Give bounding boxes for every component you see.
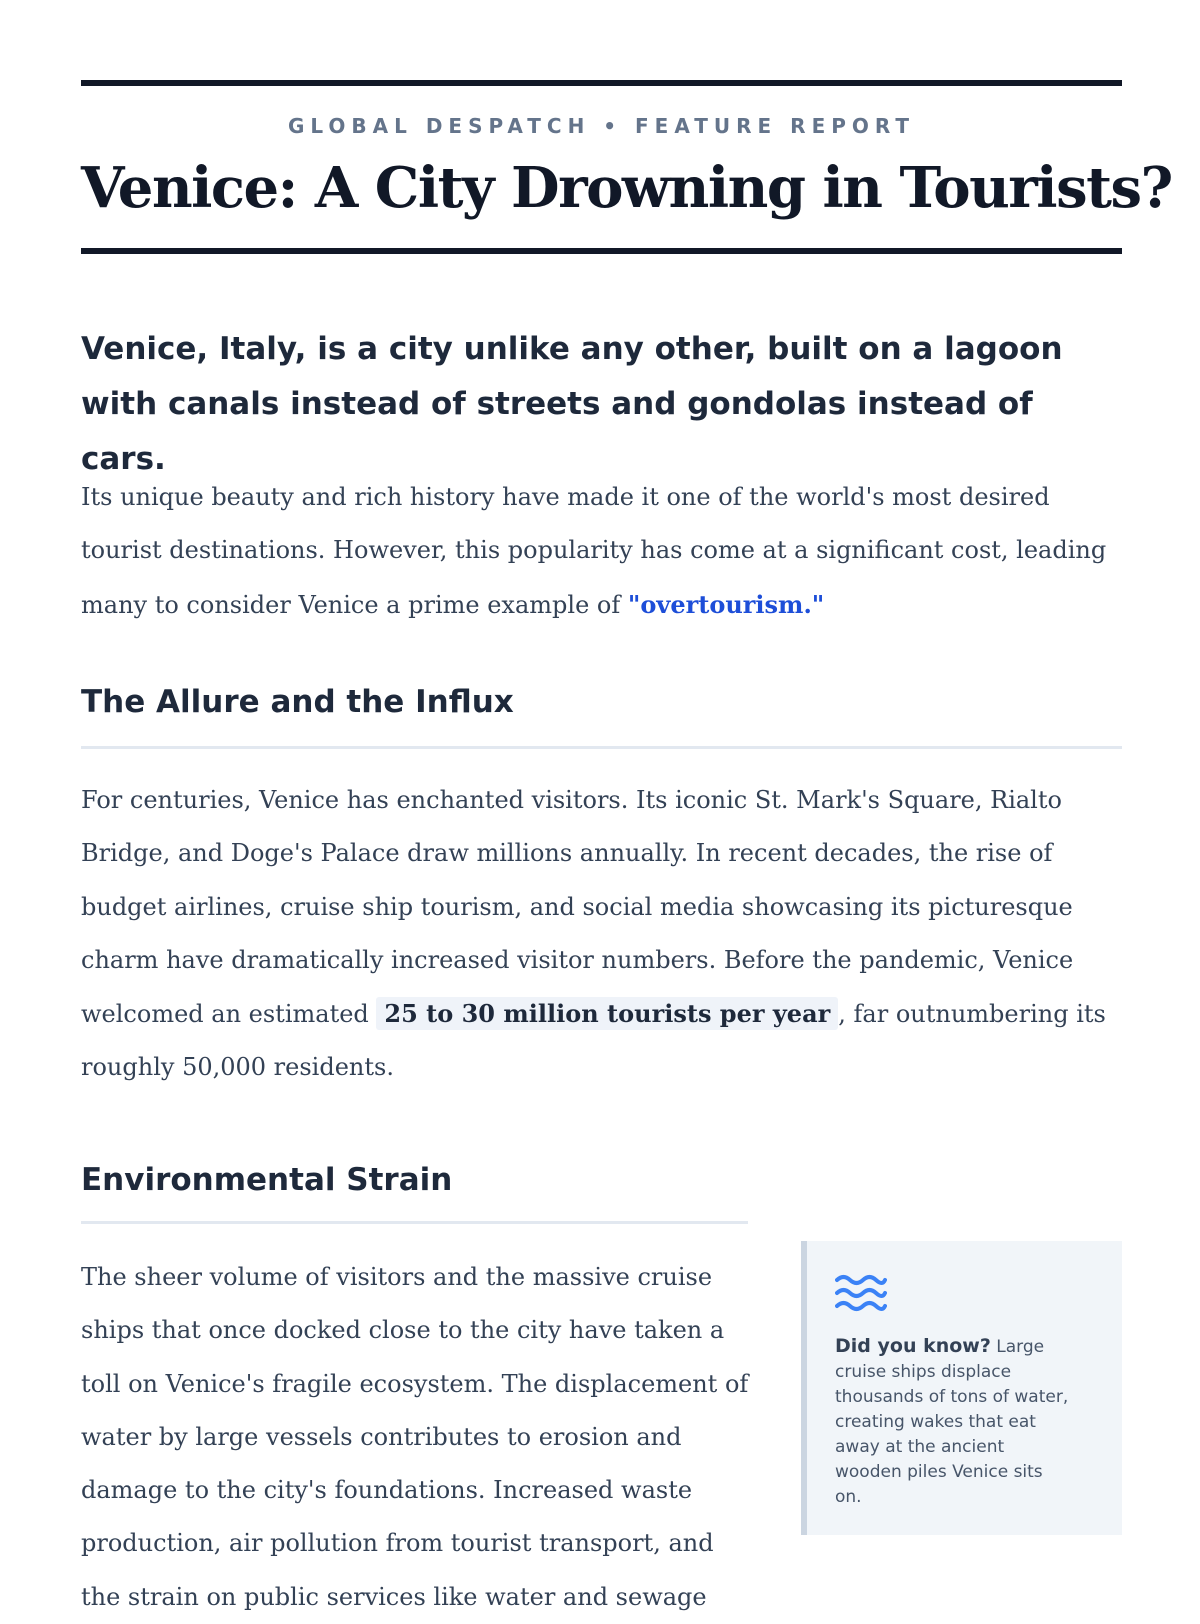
allure-text-before: For centuries, Venice has enchanted visitors. Its iconic St. Mark's Square, Rialto Bridge, and Doge's Palace draw millions annually. In recent decades, the rise of budget airlines, cruise ship tourism, and social media showcasing its picturesque charm have dramatically increased visitor numbers. Before the pandemic, Venice welcomed an estimated bbox=[81, 786, 1074, 1029]
callout-text bbox=[835, 1334, 1070, 1510]
publication-kicker: GLOBAL DESPATCH • FEATURE REPORT bbox=[287, 114, 916, 138]
allure-paragraph bbox=[81, 774, 1122, 1095]
allure-text-after: , far outnumbering its roughly 50,000 residents. bbox=[81, 1000, 1106, 1082]
masthead-bottom-rule bbox=[81, 248, 1122, 254]
overtourism-term: "overtourism." bbox=[627, 589, 825, 619]
section-heading-environment: Environmental Strain bbox=[81, 1162, 748, 1224]
callout-label: Did you know? bbox=[835, 1335, 991, 1357]
article-lede: Venice, Italy, is a city unlike any other, built on a lagoon with canals instead of streets and gondolas instead of cars. bbox=[81, 331, 1063, 477]
intro-text: Its unique beauty and rich history have made it one of the world's most desired tourist destinations. However, this popularity has come at a significant cost, leading many to consider Venice a prime example of bbox=[81, 483, 1107, 619]
article-headline: Venice: A City Drowning in Tourists? bbox=[81, 155, 1172, 221]
callout-body: Large cruise ships displace thousands of tons of water, creating wakes that eat away at the ancient wooden piles Venice sits on. bbox=[835, 1337, 1069, 1507]
did-you-know-callout bbox=[801, 1241, 1122, 1535]
environment-paragraph: The sheer volume of visitors and the massive cruise ships that once docked close to the city have taken a toll on Venice's fragile ecosystem. The displacement of water by large vessels contributes to erosion and damage to the city's foundations. Increased waste production, air pollution from tourist transport, and the strain on public services like water and sewage bbox=[81, 1263, 749, 1611]
masthead-top-rule bbox=[81, 80, 1122, 86]
section-heading-allure: The Allure and the Influx bbox=[81, 684, 1122, 749]
intro-paragraph bbox=[81, 471, 1122, 632]
water-waves-icon bbox=[835, 1273, 887, 1313]
tourist-stat-highlight: 25 to 30 million tourists per year bbox=[376, 997, 838, 1030]
